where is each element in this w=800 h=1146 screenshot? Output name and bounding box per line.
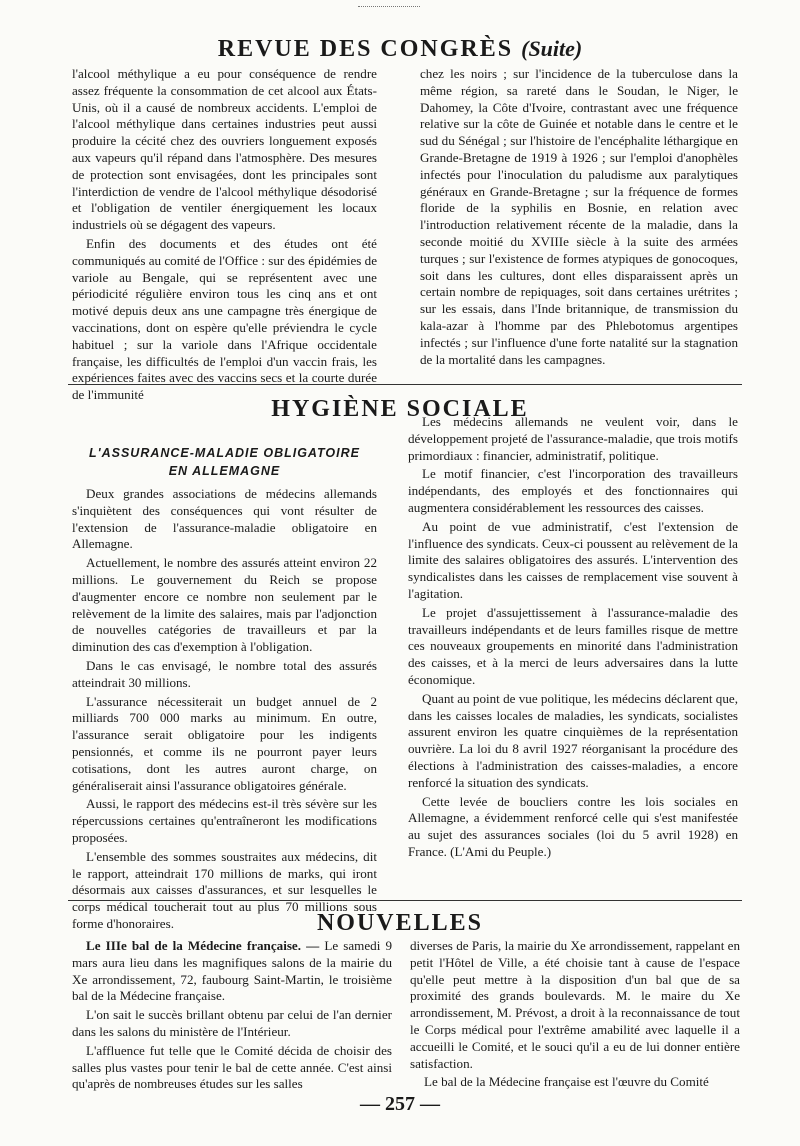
paragraph: Le bal de la Médecine française est l'œuvre du Comité [424,1074,709,1090]
page-number: — 257 — [360,1093,440,1115]
paragraph: Deux grandes associations de médecins allemands s'inquiètent des conséquences qui vont résulter de l'extension de l'assurance-maladie obligatoire en Allemagne. [72,486,377,552]
article-subtitle-line1: L'ASSURANCE-MALADIE OBLIGATOIRE [88,446,360,460]
paragraph: Enfin des documents et des études ont été communiqués au comité de l'Office : sur des épidémies de variole au Bengale, qui se représentent avec une périodicité régulière environ tous les cinq ans et ont motivé depuis deux ans une campagne très énergique de vaccinations, dont on espère qu'elle préviendra le cycle habituel ; sur la variole dans l'Afrique occidentale française, les difficultés de l'emploi d'un vaccin frais, les expériences faites avec des vaccins secs et la courte durée de l'immunité [72,235,378,403]
paragraph: Dans le cas envisagé, le nombre total des assurés atteindrait 30 millions. [72,657,377,690]
news-lead: Le IIIe bal de la Médecine française. — [86,938,320,953]
paragraph: diverses de Paris, la mairie du Xe arrondissement, rappelant en petit l'Hôtel de Ville, a été choisie tant à cause de l'espace qu'elle peut mettre à la disposition d'un bal que de sa proximité des grands boulevards. M. le maire du Xe arrondissement, M. Prévost, a droit à la reconnaissance de tout le Corps médical pour l'extrême amabilité avec laquelle il a accueilli le Comité, et le souci qu'il a eu de lui donner entière satisfaction. [410,938,740,1071]
paragraph: L'on sait le succès brillant obtenu par celui de l'an dernier dans les salons du ministère de l'Intérieur. [72,1007,392,1039]
revue-title: REVUE DES CONGRÈS [217,36,514,62]
paragraph: Le motif financier, c'est l'incorporation des travailleurs indépendants, des employés et des fonctionnaires qui augmentera considérablement les ressources des caisses. [408,466,738,515]
paragraph: Cette levée de boucliers contre les lois sociales en Allemagne, a évidemment renforcé celle qui s'est manifestée au sujet des assurances sociales (loi du 5 avril 1928) en France. (L'Ami du Peuple.) [408,793,738,859]
paragraph: L'affluence fut telle que le Comité décida de choisir des salles plus vastes pour tenir le bal de cette année. C'est ainsi qu'après de nombreuses études sur les salles [72,1042,392,1092]
revue-left-column [72,66,377,404]
paragraph: l'alcool méthylique a eu pour conséquence de rendre assez fréquente la consommation de cet alcool aux États-Unis, où il a causé de nombreux accidents. L'emploi de l'alcool méthylique dans certaines industries peut aussi produire la cécité chez des ouvriers longuement exposés aux vapeurs qu'il répand dans l'atmosphère. Des mesures de protection sont envisagées, dont les principales sont l'interdiction de vendre de l'alcool méthylique désodorisé et l'obligation de ventiler énergiquement les locaux industriels où se dégagent des vapeurs. [72,66,377,233]
paragraph [72,938,392,1005]
revue-right-column [420,66,738,368]
paragraph: chez les noirs ; sur l'incidence de la tuberculose dans la même région, sa rareté dans le Soudan, le Niger, le Dahomey, la Côte d'Ivoire, contrastant avec une fréquence relative sur la côte de Guinée et notable dans le centre et le sud du Sénégal ; sur l'histoire de l'encéphalite léthargique en Grande-Bretagne de 1919 à 1926 ; sur l'emploi d'anophèles infectés pour l'inoculation du paludisme aux paralytiques généraux en Grande-Bretagne ; sur la fréquence de formes floride de la syphilis en Bosnie, en relation avec l'introduction relativement récente de la maladie, dans la seconde moitié du XVIIIe siècle à la suite des armées turques ; sur l'existence de formes atypiques de gonocoques, soit dans les cultures, dont elles disparaissent après un certain nombre de repiquages, soit dans certaines urétrites ; sur les essais, dans l'Inde britannique, de transmission du kala-azar à l'homme par des Phlebotomus argentipes infectés ; sur l'influence d'une forte natalité sur la stagnation de la mortalité dans les campagnes. [420,66,738,367]
hygiene-title: HYGIÈNE SOCIALE [271,396,529,422]
nouvelles-title: NOUVELLES [316,910,484,936]
nouvelles-right-column [410,938,740,1091]
article-subtitle-line2: EN ALLEMAGNE [168,464,281,478]
hygiene-right-column [408,414,738,861]
revue-heading [0,34,800,64]
revue-suffix: (Suite) [521,36,583,61]
paragraph: L'ensemble des sommes soustraites aux médecins, dit le rapport, atteindrait 170 millions de marks, qui iront désormais aux caisses d'assurances, et sur lesquelles le corps médical toucherait tout au plus 70 millions sous forme d'honoraires. [72,848,377,931]
paragraph: Le projet d'assujettissement à l'assurance-maladie des travailleurs indépendants et de leurs familles risque de mettre ces nouveaux groupements en minorité dans l'administration des caisses, et à la merci de leurs adversaires dans la lutte économique. [408,604,738,687]
section-divider [68,900,742,901]
paragraph: Les médecins allemands ne veulent voir, dans le développement projeté de l'assurance-maladie, que trois motifs primordiaux : financier, administratif, politique. [408,414,738,463]
hygiene-left-column [72,486,377,933]
paragraph: Au point de vue administratif, c'est l'extension de l'influence des syndicats. Ceux-ci poussent au relèvement de la limite des salaires obligatoires des assurés. L'intervention des syndicalistes dans les caisses de remplacement vise souvent à l'agitation. [408,518,738,601]
top-ornament [358,6,420,10]
nouvelles-left-column [72,938,392,1093]
paragraph: Quant au point de vue politique, les médecins déclarent que, dans les caisses locales de maladies, les syndicats, socialistes assurent environ les quatre cinquièmes de la représentation ouvrière. La loi du 8 avril 1927 réorganisant la procédure des élections à l'administration des caisses-maladies, a encore renforcé la situation des syndicats. [408,690,738,790]
paragraph: Aussi, le rapport des médecins est-il très sévère sur les répercussions certaines qu'entraîneront les modifications proposées. [72,796,377,845]
news-lead-text: Le samedi 9 mars aura lieu dans les magnifiques salons de la mairie du Xe arrondissement, 72, faubourg Saint-Martin, le troisième bal de la Médecine française. [72,938,392,1004]
section-divider [68,384,742,385]
paragraph: L'assurance nécessiterait un budget annuel de 2 milliards 700 000 marks au minimum. En outre, l'assurance serait obligatoire pour les indigents pensionnés, et comme ils ne pourront payer leurs cotisations, dont les autres auront charge, on généraliserait ainsi l'assurance obligatoires générale. [72,693,377,793]
paragraph: Actuellement, le nombre des assurés atteint environ 22 millions. Le gouvernement du Reich se propose d'augmenter encore ce nombre non seulement par le relèvement de la limite des salaires, mais par l'adjonction de nouvelles catégories de travailleurs et par la diminution des cas d'exemption à l'obligation. [72,555,377,655]
